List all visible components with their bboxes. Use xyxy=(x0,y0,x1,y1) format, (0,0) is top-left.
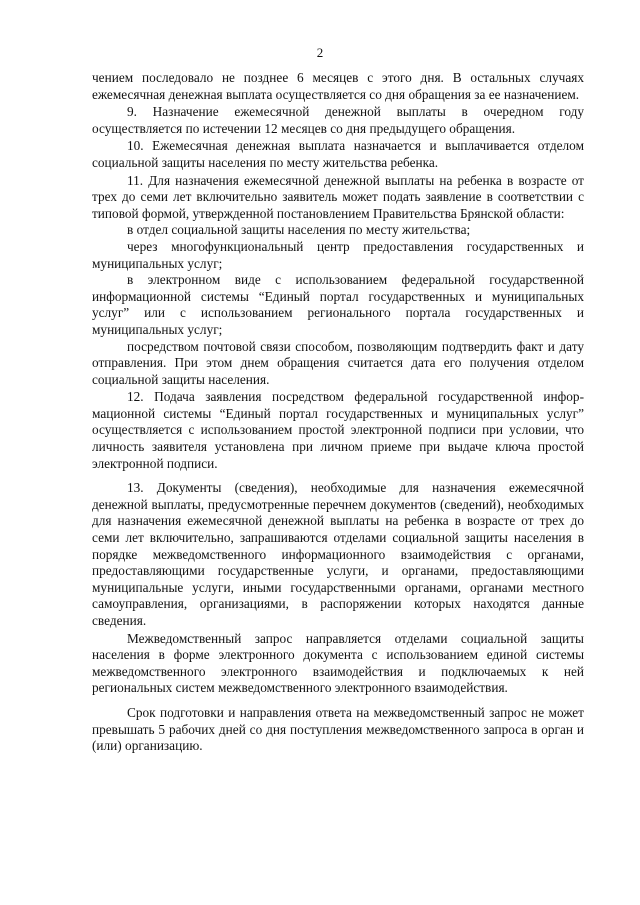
paragraph-12: 12. Подача заявления посредством федеральной государственной информационной системы “Единый портал государственных и муниципальных услуг” осуществляется с использованием простой электронной подписи при условии, что личность заявителя установлена при личном приеме при выдаче ключа простой электронной подписи. xyxy=(92,389,584,471)
list-item-electronic: в электронном виде с использованием федеральной государственной информационной системы “Единый портал государственных и муниципальных услуг” или с использованием регионального портала государственных и муниципальных услуг; xyxy=(92,272,584,337)
paragraph-9: 9. Назначение ежемесячной денежной выплаты в очередном году осуществляется по истечении 12 месяцев со дня предыдущего обращения. xyxy=(92,104,584,136)
paragraph-response-deadline: Срок подготовки и направления ответа на межведомственный запрос не может превышать 5 рабочих дней со дня поступления межведомственного запроса в орган и (или) организацию. xyxy=(92,704,584,754)
list-item-social-department: в отдел социальной защиты населения по месту жительства; xyxy=(127,222,471,238)
paragraph-11: 11. Для назначения ежемесячной денежной выплаты на ребенка в возрасте от трех до семи лет включительно заявитель может подать заявление в соответствии с типовой формой, утвержденной постановлением Правительства Брянской области: xyxy=(92,172,584,221)
paragraph-interagency-request: Межведомственный запрос направляется отделами социальной защиты населения в форме электронного документа с использованием единой системы межведомственного электронного взаимодействия и подключаемых к ней региональных систем межведомственного электронного взаимодействия. xyxy=(92,630,584,696)
list-item-postal: посредством почтовой связи способом, позволяющим подтвердить факт и дату отправления. При этом днем обращения считается дата его получения отделом социальной защиты населения. xyxy=(92,338,584,387)
paragraph-13: 13. Документы (сведения), необходимые для назначения ежемесячной денежной выплаты, предусмотренные перечнем документов (сведений), необходимых для назначения ежемесячной денежной выплаты на ребенка в возрасте от трех до семи лет включительно, запрашиваются отделами социальной защиты населения в порядке межведомственного информационного взаимодействия с органами, предоставляющими государственные услуги, и органами, предоставляющими муниципальные услуги, иными государственными органами, органами местного самоуправления, организациями, в распоряжении которых находятся данные сведения. xyxy=(92,480,584,628)
document-body xyxy=(92,70,584,755)
paragraph-continuation: чением последовало не позднее 6 месяцев с этого дня. В остальных случаях ежемесячная денежная выплата осуществляется со дня обращения за ее назначением. xyxy=(92,70,584,102)
paragraph-10: 10. Ежемесячная денежная выплата назначается и выплачивается отделом социальной защиты населения по месту жительства ребенка. xyxy=(92,138,584,170)
list-item-mfc: через многофункциональный центр предоставления государственных и муниципальных услуг; xyxy=(92,238,584,271)
page-number: 2 xyxy=(316,45,324,60)
